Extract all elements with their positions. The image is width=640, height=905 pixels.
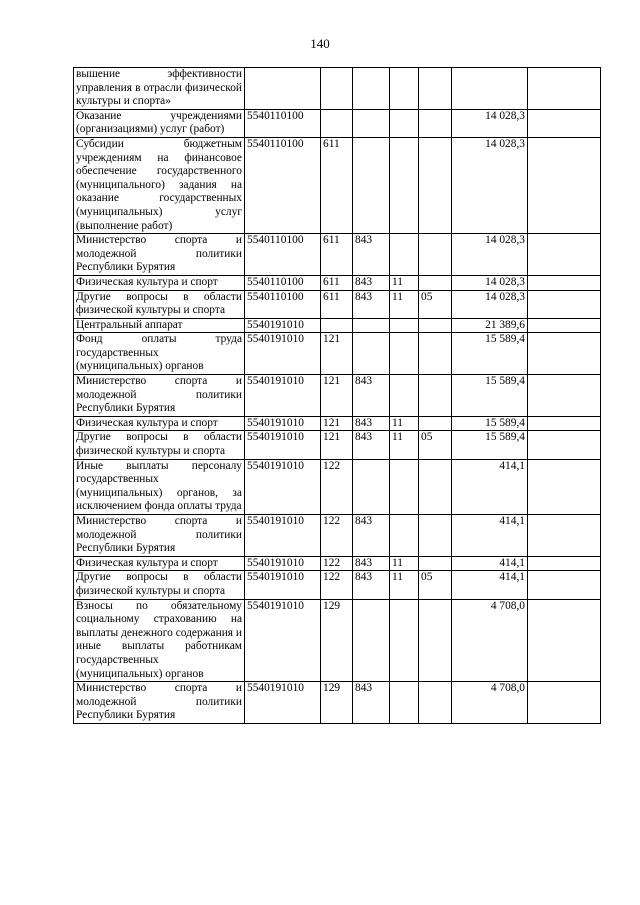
cell-target-article: 5540110100 [245, 234, 321, 276]
cell-expense-type: 122 [321, 571, 353, 599]
cell-extra [528, 599, 601, 682]
cell-ministry-code: 843 [353, 556, 390, 571]
cell-ministry-code: 843 [353, 571, 390, 599]
cell-amount: 414,1 [452, 515, 528, 557]
cell-target-article: 5540191010 [245, 375, 321, 417]
cell-section [390, 109, 419, 137]
cell-name: Другие вопросы в области физической культуры и спорта [74, 571, 245, 599]
cell-subsection [419, 318, 452, 333]
cell-ministry-code: 843 [353, 375, 390, 417]
cell-target-article [245, 68, 321, 110]
cell-extra [528, 431, 601, 459]
cell-extra [528, 416, 601, 431]
cell-subsection [419, 375, 452, 417]
cell-extra [528, 556, 601, 571]
cell-ministry-code: 843 [353, 682, 390, 724]
cell-ministry-code [353, 599, 390, 682]
table-row [74, 515, 601, 557]
cell-extra [528, 571, 601, 599]
cell-extra [528, 459, 601, 514]
cell-expense-type [321, 68, 353, 110]
cell-name: Министерство спорта и молодежной политики Республики Бурятия [74, 234, 245, 276]
cell-name: Другие вопросы в области физической культуры и спорта [74, 431, 245, 459]
cell-target-article: 5540191010 [245, 599, 321, 682]
cell-expense-type: 122 [321, 556, 353, 571]
cell-subsection [419, 682, 452, 724]
cell-amount: 14 028,3 [452, 137, 528, 233]
cell-target-article: 5540191010 [245, 556, 321, 571]
cell-section [390, 375, 419, 417]
cell-target-article: 5540191010 [245, 333, 321, 375]
table-row [74, 599, 601, 682]
cell-target-article: 5540191010 [245, 318, 321, 333]
cell-ministry-code: 843 [353, 275, 390, 290]
cell-section [390, 515, 419, 557]
cell-section: 11 [390, 416, 419, 431]
cell-name: Фонд оплаты труда государственных (муниципальных) органов [74, 333, 245, 375]
cell-subsection [419, 333, 452, 375]
cell-amount: 4 708,0 [452, 599, 528, 682]
cell-subsection [419, 556, 452, 571]
cell-ministry-code: 843 [353, 431, 390, 459]
table-row [74, 137, 601, 233]
cell-target-article: 5540191010 [245, 431, 321, 459]
table-row [74, 318, 601, 333]
cell-ministry-code [353, 109, 390, 137]
cell-target-article: 5540191010 [245, 571, 321, 599]
cell-section [390, 333, 419, 375]
cell-expense-type: 121 [321, 375, 353, 417]
cell-section [390, 234, 419, 276]
cell-name: Министерство спорта и молодежной политики Республики Бурятия [74, 682, 245, 724]
cell-target-article: 5540191010 [245, 515, 321, 557]
cell-target-article: 5540110100 [245, 275, 321, 290]
cell-expense-type: 122 [321, 459, 353, 514]
cell-amount: 14 028,3 [452, 234, 528, 276]
cell-extra [528, 290, 601, 318]
cell-expense-type: 611 [321, 234, 353, 276]
cell-expense-type: 122 [321, 515, 353, 557]
cell-amount: 15 589,4 [452, 431, 528, 459]
cell-expense-type [321, 318, 353, 333]
cell-target-article: 5540191010 [245, 459, 321, 514]
cell-extra [528, 682, 601, 724]
table-row [74, 234, 601, 276]
cell-target-article: 5540110100 [245, 137, 321, 233]
table-row [74, 333, 601, 375]
table-row [74, 375, 601, 417]
cell-expense-type: 611 [321, 290, 353, 318]
cell-name: Физическая культура и спорт [74, 556, 245, 571]
cell-subsection: 05 [419, 571, 452, 599]
cell-expense-type: 121 [321, 333, 353, 375]
table-row [74, 109, 601, 137]
cell-subsection [419, 234, 452, 276]
cell-name: Субсидии бюджетным учреждениям на финансовое обеспечение государственного (муниципального) задания на оказание государственных (муниципальных) услуг (выполнение работ) [74, 137, 245, 233]
cell-expense-type: 611 [321, 275, 353, 290]
budget-table-body [74, 68, 601, 724]
cell-subsection [419, 109, 452, 137]
table-row [74, 68, 601, 110]
cell-expense-type: 129 [321, 682, 353, 724]
table-row [74, 416, 601, 431]
cell-ministry-code [353, 68, 390, 110]
cell-name: Другие вопросы в области физической культуры и спорта [74, 290, 245, 318]
cell-amount: 14 028,3 [452, 275, 528, 290]
table-row [74, 275, 601, 290]
cell-subsection [419, 599, 452, 682]
cell-name: Министерство спорта и молодежной политики Республики Бурятия [74, 375, 245, 417]
cell-ministry-code: 843 [353, 290, 390, 318]
table-row [74, 431, 601, 459]
cell-amount: 15 589,4 [452, 333, 528, 375]
cell-section [390, 599, 419, 682]
cell-ministry-code: 843 [353, 234, 390, 276]
cell-ministry-code [353, 137, 390, 233]
cell-amount: 414,1 [452, 571, 528, 599]
cell-subsection [419, 459, 452, 514]
cell-name: Министерство спорта и молодежной политики Республики Бурятия [74, 515, 245, 557]
cell-amount: 14 028,3 [452, 109, 528, 137]
cell-name: Физическая культура и спорт [74, 416, 245, 431]
cell-extra [528, 109, 601, 137]
cell-section: 11 [390, 431, 419, 459]
cell-expense-type [321, 109, 353, 137]
cell-amount: 15 589,4 [452, 416, 528, 431]
cell-extra [528, 234, 601, 276]
cell-section: 11 [390, 556, 419, 571]
cell-subsection: 05 [419, 431, 452, 459]
cell-extra [528, 333, 601, 375]
cell-section: 11 [390, 290, 419, 318]
cell-section: 11 [390, 275, 419, 290]
cell-target-article: 5540191010 [245, 682, 321, 724]
cell-target-article: 5540110100 [245, 290, 321, 318]
cell-section [390, 137, 419, 233]
cell-subsection [419, 68, 452, 110]
cell-subsection [419, 515, 452, 557]
cell-amount [452, 68, 528, 110]
cell-expense-type: 121 [321, 431, 353, 459]
table-row [74, 682, 601, 724]
cell-target-article: 5540110100 [245, 109, 321, 137]
cell-section [390, 318, 419, 333]
table-row [74, 571, 601, 599]
cell-subsection: 05 [419, 290, 452, 318]
cell-name: Иные выплаты персоналу государственных (муниципальных) органов, за исключением фонда оплаты труда [74, 459, 245, 514]
cell-subsection [419, 416, 452, 431]
cell-section [390, 68, 419, 110]
cell-ministry-code [353, 318, 390, 333]
cell-ministry-code: 843 [353, 515, 390, 557]
cell-amount: 4 708,0 [452, 682, 528, 724]
cell-extra [528, 68, 601, 110]
cell-expense-type: 129 [321, 599, 353, 682]
cell-ministry-code [353, 459, 390, 514]
cell-extra [528, 515, 601, 557]
cell-expense-type: 121 [321, 416, 353, 431]
table-row [74, 290, 601, 318]
cell-subsection [419, 275, 452, 290]
cell-subsection [419, 137, 452, 233]
cell-target-article: 5540191010 [245, 416, 321, 431]
cell-extra [528, 137, 601, 233]
budget-table [73, 67, 601, 724]
cell-name: вышение эффективности управления в отрасли физической культуры и спорта» [74, 68, 245, 110]
cell-amount: 15 589,4 [452, 375, 528, 417]
cell-ministry-code: 843 [353, 416, 390, 431]
cell-name: Взносы по обязательному социальному страхованию на выплаты денежного содержания и иные выплаты работникам государственных (муниципальных) органов [74, 599, 245, 682]
cell-extra [528, 375, 601, 417]
page-number: 140 [310, 36, 330, 51]
cell-name: Центральный аппарат [74, 318, 245, 333]
cell-amount: 21 389,6 [452, 318, 528, 333]
cell-section [390, 682, 419, 724]
cell-expense-type: 611 [321, 137, 353, 233]
table-row [74, 459, 601, 514]
cell-amount: 414,1 [452, 459, 528, 514]
cell-amount: 414,1 [452, 556, 528, 571]
cell-name: Оказание учреждениями (организациями) услуг (работ) [74, 109, 245, 137]
cell-ministry-code [353, 333, 390, 375]
cell-amount: 14 028,3 [452, 290, 528, 318]
table-row [74, 556, 601, 571]
cell-name: Физическая культура и спорт [74, 275, 245, 290]
cell-extra [528, 318, 601, 333]
cell-section [390, 459, 419, 514]
cell-section: 11 [390, 571, 419, 599]
cell-extra [528, 275, 601, 290]
